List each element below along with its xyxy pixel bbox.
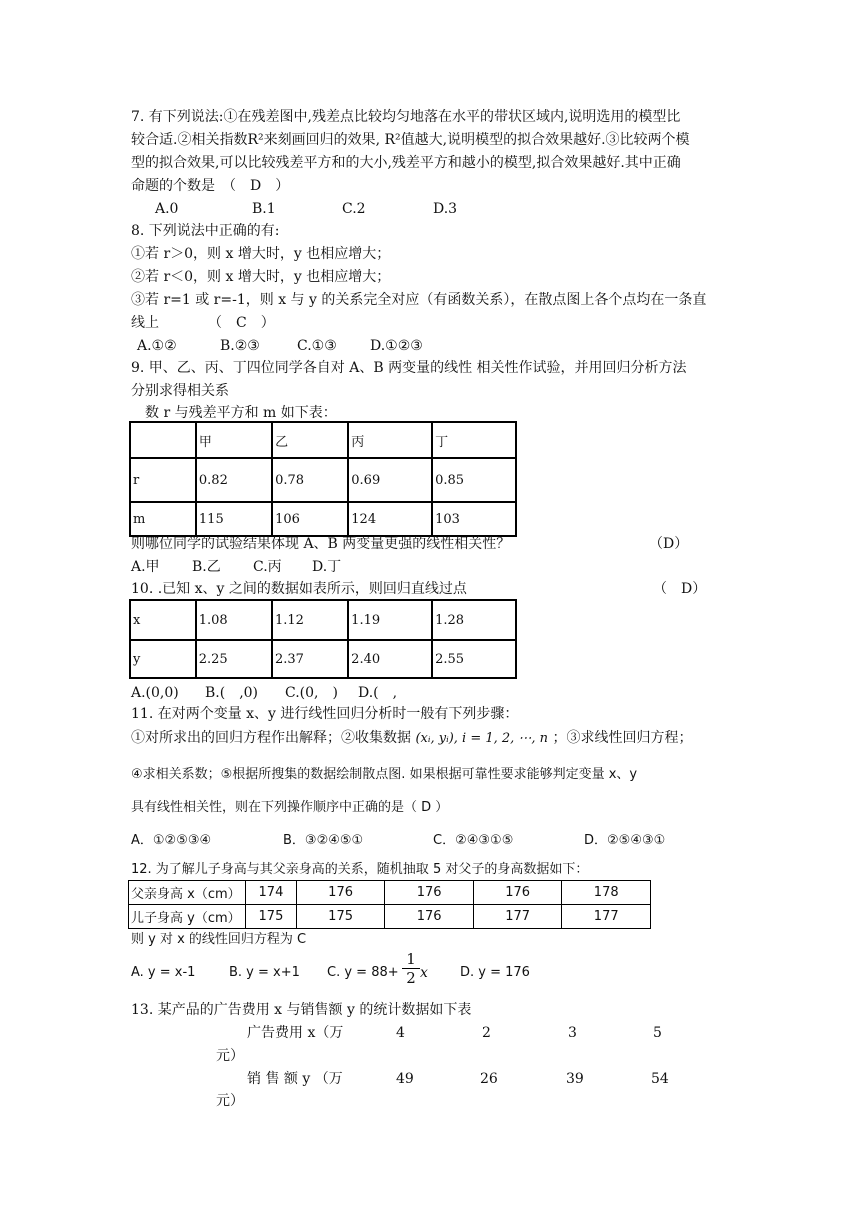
q10-option-d: D.( , (358, 685, 398, 701)
q9-answer: （D） (649, 536, 689, 552)
q13-row1-value: 4 (396, 1025, 405, 1041)
q10-option-b: B.( ,0) (205, 685, 259, 701)
q11-line-2 (131, 728, 693, 749)
q9-option-a: A.甲 (131, 559, 160, 575)
q12-table (128, 880, 651, 929)
table-cell: m (130, 502, 196, 536)
q7-line-1: 7. 有下列说法:①在残差图中,残差点比较均匀地落在水平的带状区域内,说明选用的模型比 (131, 109, 681, 125)
q11-line-2-tail: ；③求线性回归方程； (552, 730, 693, 746)
table-row (130, 600, 516, 640)
q13-row2-label: 销 售 额 y （万 (247, 1071, 343, 1087)
table-cell: 115 (196, 502, 272, 536)
table-row (129, 905, 651, 929)
q11-line-3: ④求相关系数；⑤根据所搜集的数据绘制散点图. 如果根据可靠性要求能够判定变量 x、y (131, 767, 638, 782)
table-cell: 175 (296, 905, 385, 929)
table-cell: 177 (473, 905, 562, 929)
table-cell: r (130, 458, 196, 502)
table-cell: y (130, 640, 196, 678)
q9-header-cell (130, 422, 196, 458)
table-cell: 2.37 (272, 640, 348, 678)
table-cell: 176 (385, 881, 474, 905)
q13-row1-unit: 元） (216, 1048, 244, 1064)
q9-header-cell: 丁 (432, 422, 516, 458)
q9-line-2: 分别求得相关系 (131, 383, 229, 399)
table-row (130, 640, 516, 678)
q9-header-cell: 甲 (196, 422, 272, 458)
table-cell: 103 (432, 502, 516, 536)
q13-row2-unit: 元） (216, 1093, 244, 1109)
q7-option-a: A.0 (155, 201, 179, 217)
table-cell: 1.19 (348, 600, 432, 640)
q8-option-d: D.①②③ (370, 338, 423, 354)
q8-option-b: B.②③ (220, 338, 260, 354)
table-cell: 1.08 (196, 600, 272, 640)
table-cell: 174 (246, 881, 297, 905)
q12-fraction-numerator: 1 (402, 950, 420, 969)
q8-line-3: ②若 r＜0，则 x 增大时，y 也相应增大； (131, 269, 391, 285)
q9-option-c: C.丙 (253, 559, 282, 575)
q9-header-cell: 乙 (272, 422, 348, 458)
q11-line-2-text: ①对所求出的回归方程作出解释；②收集数据 (131, 730, 411, 746)
q10-option-c: C.(0, ) (285, 685, 338, 701)
q11-line-4: 具有线性相关性，则在下列操作顺序中正确的是（ D ） (131, 800, 449, 815)
q12-option-a: A. y = x-1 (131, 965, 196, 980)
table-cell: 1.12 (272, 600, 348, 640)
table-cell: 儿子身高 y（cm） (129, 905, 246, 929)
q9-line-1: 9. 甲、乙、丙、丁四位同学各自对 A、B 两变量的线性 相关性作试验，并用回归分析方法 (131, 360, 687, 376)
table-cell: 178 (562, 881, 651, 905)
q13-row1-value: 2 (482, 1025, 491, 1041)
q11-option-b: B．③②④⑤① (283, 833, 364, 848)
q9-header-cell: 丙 (348, 422, 432, 458)
q7-option-d: D.3 (433, 201, 458, 217)
q11-line-1: 11. 在对两个变量 x、y 进行线性回归分析时一般有下列步骤： (131, 706, 519, 722)
table-cell: 176 (296, 881, 385, 905)
q9-table (129, 421, 517, 537)
table-cell: 175 (246, 905, 297, 929)
q9-question: 则哪位同学的试验结果体现 A、B 两变量更强的线性相关性？ (131, 536, 511, 552)
table-cell: 176 (473, 881, 562, 905)
q10-answer: （ D） (653, 581, 707, 597)
q12-fraction-denominator: 2 (406, 969, 416, 987)
q9-line-3: 数 r 与残差平方和 m 如下表： (145, 405, 337, 421)
q13-row2-value: 54 (651, 1071, 669, 1087)
q13-row2-value: 39 (566, 1071, 584, 1087)
q8-line-1: 8. 下列说法中正确的有: (131, 223, 280, 239)
q12-option-c: C. y = 88+ (327, 965, 399, 980)
q7-option-b: B.1 (252, 201, 276, 217)
q9-option-b: B.乙 (192, 559, 221, 575)
q11-data-formula: (xᵢ, yᵢ), i = 1, 2, ⋯, n (415, 731, 549, 746)
q9-table-header-row (130, 422, 516, 458)
q12-line: 12. 为了解儿子身高与其父亲身高的关系，随机抽取 5 对父子的身高数据如下： (131, 862, 589, 877)
q7-line-3: 型的拟合效果,可以比较残差平方和的大小,残差平方和越小的模型,拟合效果越好.其中正确 (131, 155, 681, 171)
table-cell: 177 (562, 905, 651, 929)
table-cell: 0.85 (432, 458, 516, 502)
table-cell: 2.55 (432, 640, 516, 678)
table-cell: 176 (385, 905, 474, 929)
table-cell: x (130, 600, 196, 640)
q8-line-5: 线上 （ C ） (131, 315, 275, 331)
q13-row2-value: 26 (480, 1071, 498, 1087)
q8-line-2: ①若 r＞0，则 x 增大时，y 也相应增大； (131, 246, 391, 262)
q10-option-a: A.(0,0) (131, 685, 179, 701)
q11-option-a: A．①②⑤③④ (131, 833, 212, 848)
q8-option-c: C.①③ (297, 338, 337, 354)
q7-line-4: 命题的个数是 （ D ） (131, 178, 290, 194)
q12-option-d: D. y = 176 (460, 965, 530, 980)
table-cell: 1.28 (432, 600, 516, 640)
q8-line-4: ③若 r=1 或 r=-1，则 x 与 y 的关系完全对应（有函数关系），在散点图上各个点均在一条直 (131, 292, 707, 308)
table-cell: 2.40 (348, 640, 432, 678)
q12-fraction-variable: x (420, 965, 428, 981)
q12-fraction (402, 950, 420, 987)
q9-option-d: D.丁 (312, 559, 342, 575)
q7-line-2: 较合适.②相关指数R²来刻画回归的效果, R²值越大,说明模型的拟合效果越好.③比较两个模 (131, 132, 690, 148)
table-cell: 0.69 (348, 458, 432, 502)
q12-result: 则 y 对 x 的线性回归方程为 C (131, 932, 307, 947)
q10-table (129, 599, 517, 679)
q13-row1-label: 广告费用 x（万 (247, 1025, 344, 1041)
table-cell: 106 (272, 502, 348, 536)
q13-row1-value: 3 (568, 1025, 577, 1041)
q13-row2-value: 49 (396, 1071, 414, 1087)
q11-option-c: C．②④③①⑤ (433, 833, 514, 848)
q13-line: 13. 某产品的广告费用 x 与销售额 y 的统计数据如下表 (131, 1002, 472, 1018)
q8-option-a: A.①② (137, 338, 177, 354)
table-row (129, 881, 651, 905)
q13-row1-value: 5 (653, 1025, 662, 1041)
table-row (130, 458, 516, 502)
q12-option-b: B. y = x+1 (229, 965, 300, 980)
table-cell: 父亲身高 x（cm） (129, 881, 246, 905)
q7-option-c: C.2 (342, 201, 366, 217)
table-cell: 0.78 (272, 458, 348, 502)
table-row (130, 502, 516, 536)
q10-line: 10. .已知 x、y 之间的数据如表所示，则回归直线过点 (131, 581, 467, 597)
table-cell: 2.25 (196, 640, 272, 678)
q11-option-d: D．②⑤④③① (584, 833, 666, 848)
table-cell: 0.82 (196, 458, 272, 502)
table-cell: 124 (348, 502, 432, 536)
